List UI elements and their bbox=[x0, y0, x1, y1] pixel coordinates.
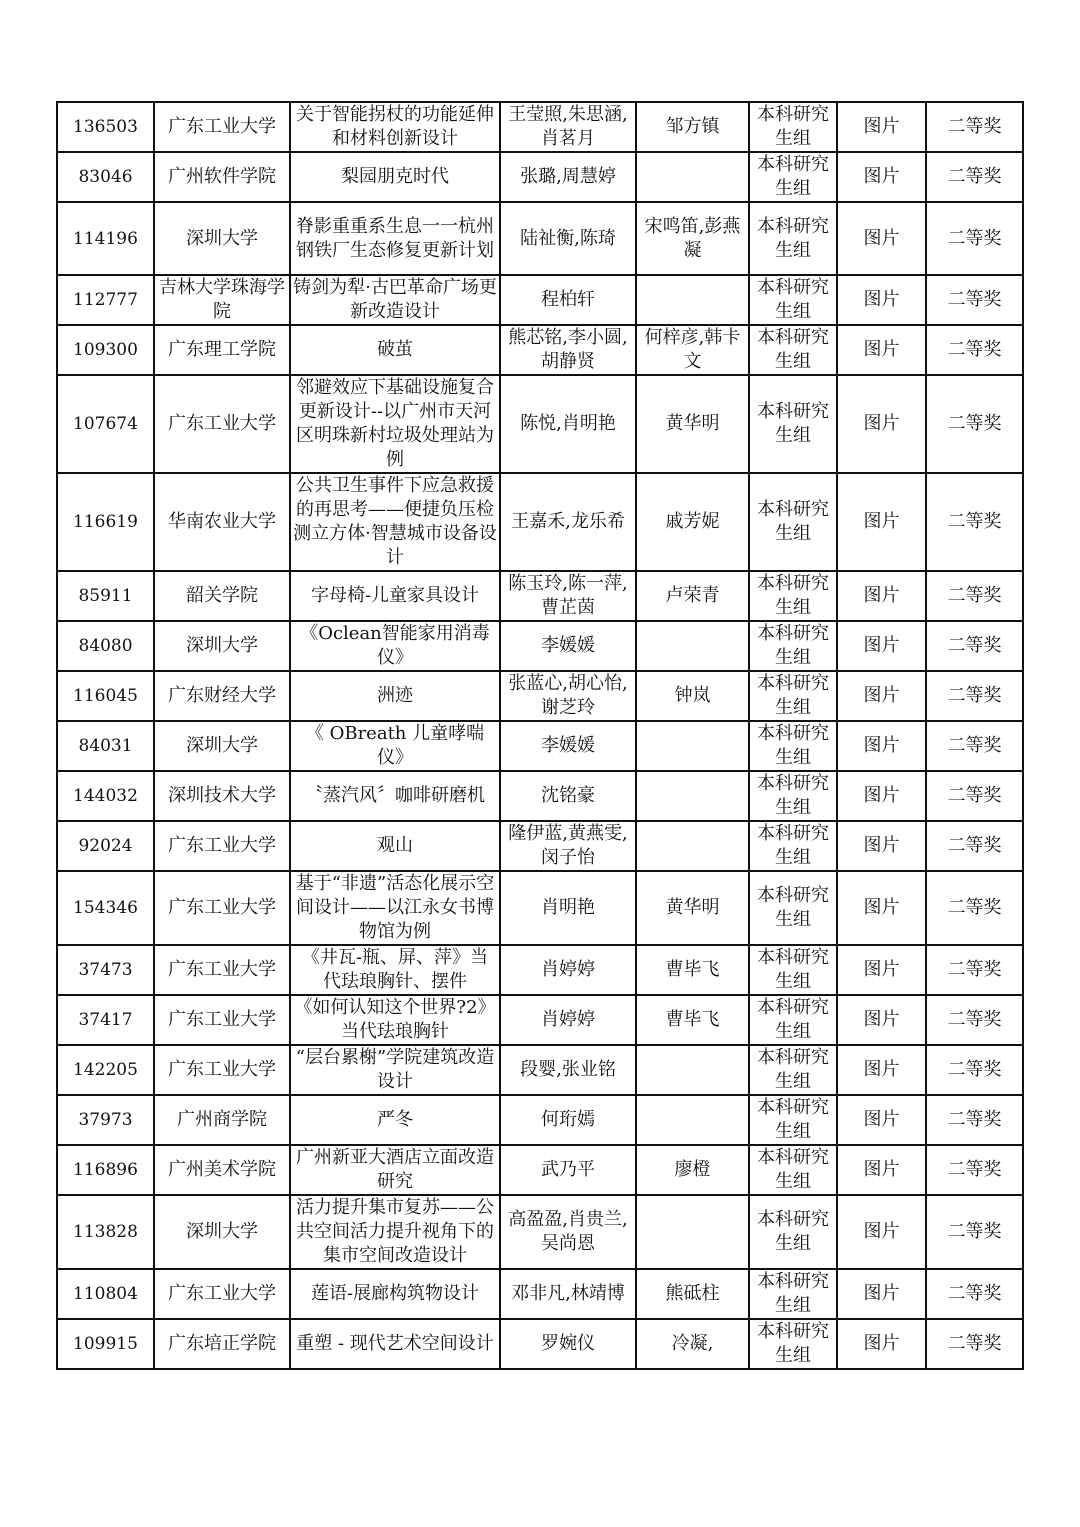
school-name-cell: 广东工业大学 bbox=[154, 871, 290, 945]
author-names-cell: 肖明艳 bbox=[500, 871, 636, 945]
author-names-cell: 王嘉禾,龙乐希 bbox=[500, 473, 636, 571]
author-names-cell: 李媛媛 bbox=[500, 721, 636, 771]
advisor-name-cell bbox=[636, 821, 749, 871]
award-level-cell: 二等奖 bbox=[926, 473, 1023, 571]
table-row bbox=[57, 202, 1023, 275]
group-name-cell: 本科研究生组 bbox=[749, 202, 837, 275]
group-name-cell: 本科研究生组 bbox=[749, 275, 837, 325]
award-level-cell: 二等奖 bbox=[926, 152, 1023, 202]
category-name-cell: 图片 bbox=[837, 771, 926, 821]
category-name-cell: 图片 bbox=[837, 473, 926, 571]
entry-id-cell: 116896 bbox=[57, 1145, 154, 1195]
award-level-cell: 二等奖 bbox=[926, 571, 1023, 621]
entry-id-cell: 109300 bbox=[57, 325, 154, 375]
advisor-name-cell bbox=[636, 1095, 749, 1145]
advisor-name-cell: 宋鸣笛,彭燕凝 bbox=[636, 202, 749, 275]
table-row bbox=[57, 771, 1023, 821]
group-name-cell: 本科研究生组 bbox=[749, 871, 837, 945]
school-name-cell: 广东工业大学 bbox=[154, 1045, 290, 1095]
group-name-cell: 本科研究生组 bbox=[749, 1045, 837, 1095]
entry-id-cell: 110804 bbox=[57, 1269, 154, 1319]
group-name-cell: 本科研究生组 bbox=[749, 721, 837, 771]
category-name-cell: 图片 bbox=[837, 721, 926, 771]
work-title-cell: 《井瓦-瓶、屏、萍》当代珐琅胸针、摆件 bbox=[290, 945, 500, 995]
advisor-name-cell: 曹毕飞 bbox=[636, 945, 749, 995]
category-name-cell: 图片 bbox=[837, 1269, 926, 1319]
school-name-cell: 广东培正学院 bbox=[154, 1319, 290, 1369]
work-title-cell: 脊影重重系生息一一杭州钢铁厂生态修复更新计划 bbox=[290, 202, 500, 275]
table-row bbox=[57, 1195, 1023, 1269]
advisor-name-cell: 熊砥柱 bbox=[636, 1269, 749, 1319]
category-name-cell: 图片 bbox=[837, 571, 926, 621]
entry-id-cell: 37973 bbox=[57, 1095, 154, 1145]
advisor-name-cell: 邹方镇 bbox=[636, 102, 749, 152]
category-name-cell: 图片 bbox=[837, 1195, 926, 1269]
work-title-cell: 关于智能拐杖的功能延伸和材料创新设计 bbox=[290, 102, 500, 152]
advisor-name-cell bbox=[636, 1045, 749, 1095]
group-name-cell: 本科研究生组 bbox=[749, 821, 837, 871]
advisor-name-cell bbox=[636, 152, 749, 202]
entry-id-cell: 116619 bbox=[57, 473, 154, 571]
group-name-cell: 本科研究生组 bbox=[749, 152, 837, 202]
author-names-cell: 沈铭豪 bbox=[500, 771, 636, 821]
author-names-cell: 隆伊蓝,黄燕雯,闵子怡 bbox=[500, 821, 636, 871]
work-title-cell: 观山 bbox=[290, 821, 500, 871]
group-name-cell: 本科研究生组 bbox=[749, 375, 837, 473]
advisor-name-cell: 钟岚 bbox=[636, 671, 749, 721]
category-name-cell: 图片 bbox=[837, 1319, 926, 1369]
category-name-cell: 图片 bbox=[837, 1145, 926, 1195]
advisor-name-cell: 廖橙 bbox=[636, 1145, 749, 1195]
author-names-cell: 张璐,周慧婷 bbox=[500, 152, 636, 202]
author-names-cell: 段婴,张业铭 bbox=[500, 1045, 636, 1095]
table-row bbox=[57, 325, 1023, 375]
entry-id-cell: 84080 bbox=[57, 621, 154, 671]
school-name-cell: 广东工业大学 bbox=[154, 102, 290, 152]
table-row bbox=[57, 375, 1023, 473]
work-title-cell: 基于“非遗”活态化展示空间设计——以江永女书博物馆为例 bbox=[290, 871, 500, 945]
table-row bbox=[57, 1145, 1023, 1195]
school-name-cell: 深圳大学 bbox=[154, 721, 290, 771]
school-name-cell: 广东工业大学 bbox=[154, 821, 290, 871]
table-row bbox=[57, 995, 1023, 1045]
award-level-cell: 二等奖 bbox=[926, 721, 1023, 771]
award-level-cell: 二等奖 bbox=[926, 1145, 1023, 1195]
entry-id-cell: 92024 bbox=[57, 821, 154, 871]
table-row bbox=[57, 721, 1023, 771]
work-title-cell: 〝蒸汽风〞咖啡研磨机 bbox=[290, 771, 500, 821]
school-name-cell: 广东工业大学 bbox=[154, 945, 290, 995]
work-title-cell: 《Oclean智能家用消毒仪》 bbox=[290, 621, 500, 671]
advisor-name-cell bbox=[636, 621, 749, 671]
category-name-cell: 图片 bbox=[837, 1045, 926, 1095]
table-row bbox=[57, 871, 1023, 945]
table-row bbox=[57, 621, 1023, 671]
entry-id-cell: 37417 bbox=[57, 995, 154, 1045]
work-title-cell: 《 OBreath 儿童哮喘仪》 bbox=[290, 721, 500, 771]
work-title-cell: 字母椅-儿童家具设计 bbox=[290, 571, 500, 621]
school-name-cell: 深圳大学 bbox=[154, 1195, 290, 1269]
work-title-cell: 邻避效应下基础设施复合更新设计--以广州市天河区明珠新村垃圾处理站为例 bbox=[290, 375, 500, 473]
entry-id-cell: 113828 bbox=[57, 1195, 154, 1269]
table-row bbox=[57, 1319, 1023, 1369]
author-names-cell: 熊芯铭,李小圆,胡静贤 bbox=[500, 325, 636, 375]
award-level-cell: 二等奖 bbox=[926, 621, 1023, 671]
author-names-cell: 邓非凡,林靖博 bbox=[500, 1269, 636, 1319]
entry-id-cell: 116045 bbox=[57, 671, 154, 721]
entry-id-cell: 83046 bbox=[57, 152, 154, 202]
work-title-cell: 洲迹 bbox=[290, 671, 500, 721]
entry-id-cell: 37473 bbox=[57, 945, 154, 995]
advisor-name-cell: 曹毕飞 bbox=[636, 995, 749, 1045]
table-row bbox=[57, 945, 1023, 995]
category-name-cell: 图片 bbox=[837, 821, 926, 871]
category-name-cell: 图片 bbox=[837, 325, 926, 375]
advisor-name-cell: 戚芳妮 bbox=[636, 473, 749, 571]
author-names-cell: 高盈盈,肖贵兰,吴尚恩 bbox=[500, 1195, 636, 1269]
award-level-cell: 二等奖 bbox=[926, 1095, 1023, 1145]
award-table bbox=[56, 101, 1024, 1370]
group-name-cell: 本科研究生组 bbox=[749, 945, 837, 995]
entry-id-cell: 85911 bbox=[57, 571, 154, 621]
author-names-cell: 武乃平 bbox=[500, 1145, 636, 1195]
award-level-cell: 二等奖 bbox=[926, 821, 1023, 871]
award-level-cell: 二等奖 bbox=[926, 375, 1023, 473]
advisor-name-cell: 黄华明 bbox=[636, 871, 749, 945]
group-name-cell: 本科研究生组 bbox=[749, 671, 837, 721]
group-name-cell: 本科研究生组 bbox=[749, 1095, 837, 1145]
award-level-cell: 二等奖 bbox=[926, 771, 1023, 821]
school-name-cell: 华南农业大学 bbox=[154, 473, 290, 571]
advisor-name-cell bbox=[636, 771, 749, 821]
category-name-cell: 图片 bbox=[837, 375, 926, 473]
award-level-cell: 二等奖 bbox=[926, 671, 1023, 721]
work-title-cell: 破茧 bbox=[290, 325, 500, 375]
entry-id-cell: 144032 bbox=[57, 771, 154, 821]
school-name-cell: 广东工业大学 bbox=[154, 375, 290, 473]
category-name-cell: 图片 bbox=[837, 871, 926, 945]
advisor-name-cell bbox=[636, 275, 749, 325]
school-name-cell: 广东工业大学 bbox=[154, 995, 290, 1045]
work-title-cell: 梨园朋克时代 bbox=[290, 152, 500, 202]
author-names-cell: 张蓝心,胡心怡,谢芝玲 bbox=[500, 671, 636, 721]
school-name-cell: 广东工业大学 bbox=[154, 1269, 290, 1319]
table-row bbox=[57, 473, 1023, 571]
category-name-cell: 图片 bbox=[837, 621, 926, 671]
author-names-cell: 陈玉玲,陈一萍,曹芷茵 bbox=[500, 571, 636, 621]
entry-id-cell: 107674 bbox=[57, 375, 154, 473]
entry-id-cell: 109915 bbox=[57, 1319, 154, 1369]
work-title-cell: 莲语-展廊构筑物设计 bbox=[290, 1269, 500, 1319]
work-title-cell: “层台累榭”学院建筑改造设计 bbox=[290, 1045, 500, 1095]
school-name-cell: 吉林大学珠海学院 bbox=[154, 275, 290, 325]
award-level-cell: 二等奖 bbox=[926, 1319, 1023, 1369]
school-name-cell: 广东财经大学 bbox=[154, 671, 290, 721]
school-name-cell: 广州软件学院 bbox=[154, 152, 290, 202]
advisor-name-cell bbox=[636, 721, 749, 771]
award-level-cell: 二等奖 bbox=[926, 1195, 1023, 1269]
award-level-cell: 二等奖 bbox=[926, 871, 1023, 945]
group-name-cell: 本科研究生组 bbox=[749, 1195, 837, 1269]
category-name-cell: 图片 bbox=[837, 152, 926, 202]
group-name-cell: 本科研究生组 bbox=[749, 771, 837, 821]
award-level-cell: 二等奖 bbox=[926, 995, 1023, 1045]
category-name-cell: 图片 bbox=[837, 275, 926, 325]
table-row bbox=[57, 275, 1023, 325]
group-name-cell: 本科研究生组 bbox=[749, 621, 837, 671]
category-name-cell: 图片 bbox=[837, 995, 926, 1045]
school-name-cell: 深圳大学 bbox=[154, 621, 290, 671]
award-level-cell: 二等奖 bbox=[926, 202, 1023, 275]
group-name-cell: 本科研究生组 bbox=[749, 325, 837, 375]
author-names-cell: 肖婷婷 bbox=[500, 945, 636, 995]
work-title-cell: 活力提升集市复苏——公共空间活力提升视角下的集市空间改造设计 bbox=[290, 1195, 500, 1269]
author-names-cell: 王莹照,朱思涵,肖茗月 bbox=[500, 102, 636, 152]
group-name-cell: 本科研究生组 bbox=[749, 1145, 837, 1195]
work-title-cell: 《如何认知这个世界?2》当代珐琅胸针 bbox=[290, 995, 500, 1045]
table-row bbox=[57, 152, 1023, 202]
award-level-cell: 二等奖 bbox=[926, 1269, 1023, 1319]
award-level-cell: 二等奖 bbox=[926, 945, 1023, 995]
school-name-cell: 广东理工学院 bbox=[154, 325, 290, 375]
group-name-cell: 本科研究生组 bbox=[749, 1319, 837, 1369]
table-row bbox=[57, 102, 1023, 152]
award-level-cell: 二等奖 bbox=[926, 102, 1023, 152]
group-name-cell: 本科研究生组 bbox=[749, 995, 837, 1045]
advisor-name-cell: 冷凝, bbox=[636, 1319, 749, 1369]
entry-id-cell: 154346 bbox=[57, 871, 154, 945]
table-row bbox=[57, 671, 1023, 721]
work-title-cell: 铸剑为犁·古巴革命广场更新改造设计 bbox=[290, 275, 500, 325]
group-name-cell: 本科研究生组 bbox=[749, 102, 837, 152]
award-level-cell: 二等奖 bbox=[926, 325, 1023, 375]
entry-id-cell: 136503 bbox=[57, 102, 154, 152]
table-row bbox=[57, 1095, 1023, 1145]
table-row bbox=[57, 1269, 1023, 1319]
school-name-cell: 广州商学院 bbox=[154, 1095, 290, 1145]
category-name-cell: 图片 bbox=[837, 945, 926, 995]
school-name-cell: 韶关学院 bbox=[154, 571, 290, 621]
group-name-cell: 本科研究生组 bbox=[749, 1269, 837, 1319]
group-name-cell: 本科研究生组 bbox=[749, 571, 837, 621]
work-title-cell: 广州新亚大酒店立面改造研究 bbox=[290, 1145, 500, 1195]
author-names-cell: 何珩嫣 bbox=[500, 1095, 636, 1145]
entry-id-cell: 84031 bbox=[57, 721, 154, 771]
table-row bbox=[57, 821, 1023, 871]
author-names-cell: 罗婉仪 bbox=[500, 1319, 636, 1369]
table-row bbox=[57, 1045, 1023, 1095]
school-name-cell: 深圳技术大学 bbox=[154, 771, 290, 821]
entry-id-cell: 114196 bbox=[57, 202, 154, 275]
author-names-cell: 李媛媛 bbox=[500, 621, 636, 671]
group-name-cell: 本科研究生组 bbox=[749, 473, 837, 571]
work-title-cell: 公共卫生事件下应急救援的再思考——便捷负压检测立方体·智慧城市设备设计 bbox=[290, 473, 500, 571]
work-title-cell: 重塑 - 现代艺术空间设计 bbox=[290, 1319, 500, 1369]
category-name-cell: 图片 bbox=[837, 1095, 926, 1145]
author-names-cell: 肖婷婷 bbox=[500, 995, 636, 1045]
category-name-cell: 图片 bbox=[837, 102, 926, 152]
advisor-name-cell bbox=[636, 1195, 749, 1269]
advisor-name-cell: 何梓彦,韩卡文 bbox=[636, 325, 749, 375]
award-level-cell: 二等奖 bbox=[926, 1045, 1023, 1095]
category-name-cell: 图片 bbox=[837, 671, 926, 721]
author-names-cell: 陆祉衡,陈琦 bbox=[500, 202, 636, 275]
advisor-name-cell: 卢荣青 bbox=[636, 571, 749, 621]
award-table-body bbox=[57, 102, 1023, 1369]
author-names-cell: 陈悦,肖明艳 bbox=[500, 375, 636, 473]
work-title-cell: 严冬 bbox=[290, 1095, 500, 1145]
school-name-cell: 广州美术学院 bbox=[154, 1145, 290, 1195]
author-names-cell: 程柏轩 bbox=[500, 275, 636, 325]
advisor-name-cell: 黄华明 bbox=[636, 375, 749, 473]
category-name-cell: 图片 bbox=[837, 202, 926, 275]
school-name-cell: 深圳大学 bbox=[154, 202, 290, 275]
award-level-cell: 二等奖 bbox=[926, 275, 1023, 325]
entry-id-cell: 112777 bbox=[57, 275, 154, 325]
entry-id-cell: 142205 bbox=[57, 1045, 154, 1095]
table-row bbox=[57, 571, 1023, 621]
